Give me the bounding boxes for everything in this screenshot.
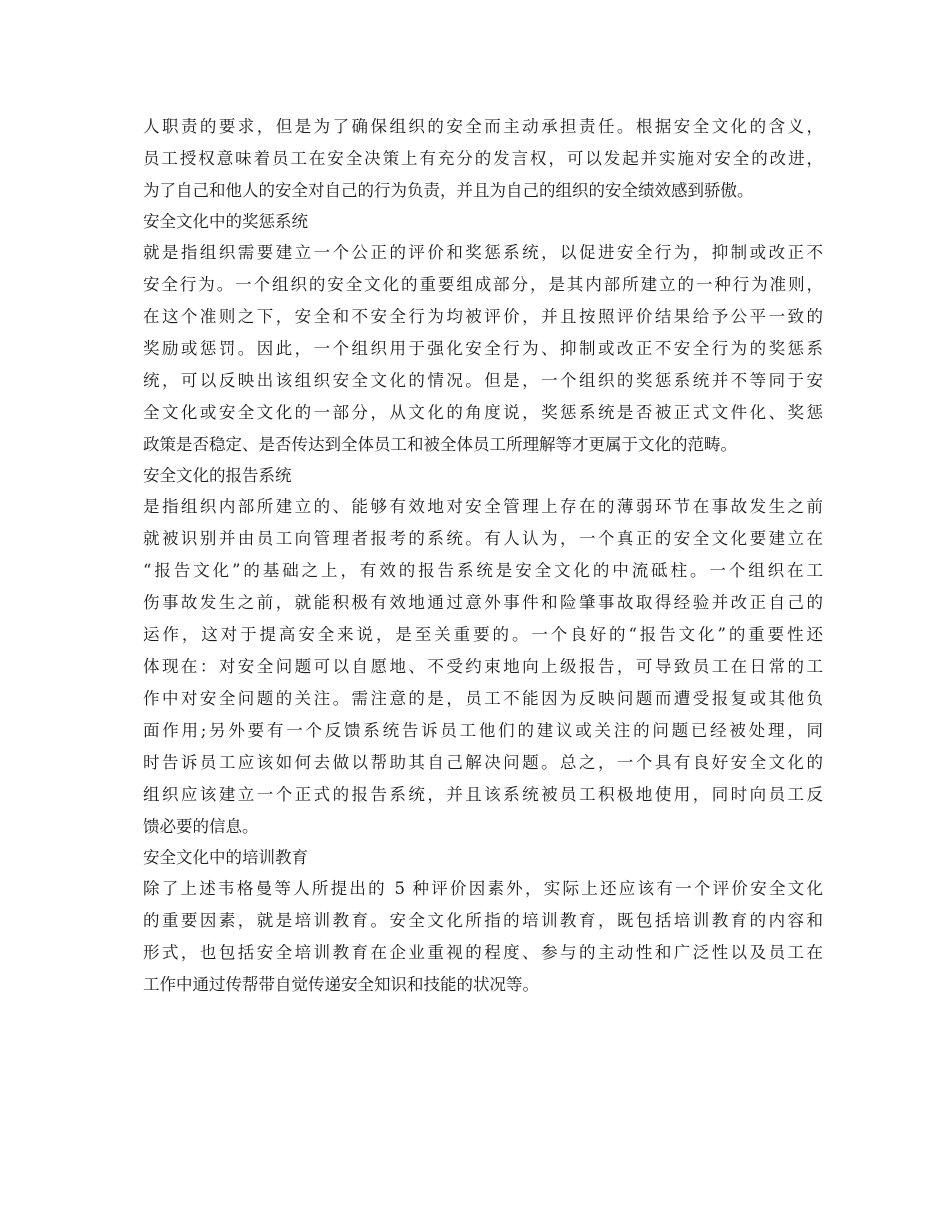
paragraph-line: 作中对安全问题的关注。需注意的是，员工不能因为反映问题而遭受报复或其他负 <box>143 689 823 708</box>
paragraph-line: “报告文化”的基础之上，有效的报告系统是安全文化的中流砥柱。一个组织在工 <box>143 561 823 580</box>
paragraph-line: 运作，这对于提高安全来说，是至关重要的。一个良好的“报告文化”的重要性还 <box>143 625 823 644</box>
paragraph-line: 就是指组织需要建立一个公正的评价和奖惩系统，以促进安全行为，抑制或改正不 <box>143 243 823 262</box>
paragraph-line: 在这个准则之下，安全和不安全行为均被评价，并且按照评价结果给予公平一致的 <box>143 307 823 326</box>
intro-paragraph <box>143 111 823 207</box>
paragraph-line: 形式，也包括安全培训教育在企业重视的程度、参与的主动性和广泛性以及员工在 <box>143 943 823 962</box>
section-heading: 安全文化中的培训教育 <box>143 848 308 867</box>
paragraph-line: 是指组织内部所建立的、能够有效地对安全管理上存在的薄弱环节在事故发生之前 <box>143 497 823 516</box>
section-rewards-punishment <box>143 207 823 461</box>
paragraph-line: 统，可以反映出该组织安全文化的情况。但是，一个组织的奖惩系统并不等同于安 <box>143 371 823 390</box>
paragraph-line: 伤事故发生之前，就能积极有效地通过意外事件和险肇事故取得经验并改正自己的 <box>143 593 823 612</box>
paragraph-line: 时告诉员工应该如何去做以帮助其自己解决问题。总之，一个具有良好安全文化的 <box>143 753 823 772</box>
paragraph-line: 除了上述韦格曼等人所提出的 5 种评价因素外，实际上还应该有一个评价安全文化 <box>143 879 823 898</box>
paragraph-line: 奖励或惩罚。因此，一个组织用于强化安全行为、抑制或改正不安全行为的奖惩系 <box>143 339 823 358</box>
paragraph-line: 员工授权意味着员工在安全决策上有充分的发言权，可以发起并实施对安全的改进， <box>143 149 823 168</box>
paragraph-line: 全文化或安全文化的一部分，从文化的角度说，奖惩系统是否被正式文件化、奖惩 <box>143 403 823 422</box>
section-training-education <box>143 843 823 1001</box>
section-heading: 安全文化的报告系统 <box>143 466 292 485</box>
paragraph-line: 安全行为。一个组织的安全文化的重要组成部分，是其内部所建立的一种行为准则， <box>143 275 823 294</box>
section-heading: 安全文化中的奖惩系统 <box>143 212 308 231</box>
document-page <box>143 111 823 1001</box>
section-reporting-system <box>143 461 823 843</box>
paragraph-line: 为了自己和他人的安全对自己的行为负责，并且为自己的组织的安全绩效感到骄傲。 <box>143 181 754 200</box>
paragraph-line: 面作用;另外要有一个反馈系统告诉员工他们的建议或关注的问题已经被处理，同 <box>143 721 823 740</box>
paragraph-line: 组织应该建立一个正式的报告系统，并且该系统被员工积极地使用，同时向员工反 <box>143 785 823 804</box>
paragraph-line: 就被识别并由员工向管理者报考的系统。有人认为，一个真正的安全文化要建立在 <box>143 529 823 548</box>
paragraph-line: 政策是否稳定、是否传达到全体员工和被全体员工所理解等才更属于文化的范畴。 <box>143 435 737 454</box>
paragraph-line: 体现在：对安全问题可以自愿地、不受约束地向上级报告，可导致员工在日常的工 <box>143 657 823 676</box>
paragraph-line: 的重要因素，就是培训教育。安全文化所指的培训教育，既包括培训教育的内容和 <box>143 911 823 930</box>
paragraph-line: 工作中通过传帮带自觉传递安全知识和技能的状况等。 <box>143 975 539 994</box>
paragraph-line: 馈必要的信息。 <box>143 817 259 836</box>
paragraph-line: 人职责的要求，但是为了确保组织的安全而主动承担责任。根据安全文化的含义， <box>143 117 823 136</box>
